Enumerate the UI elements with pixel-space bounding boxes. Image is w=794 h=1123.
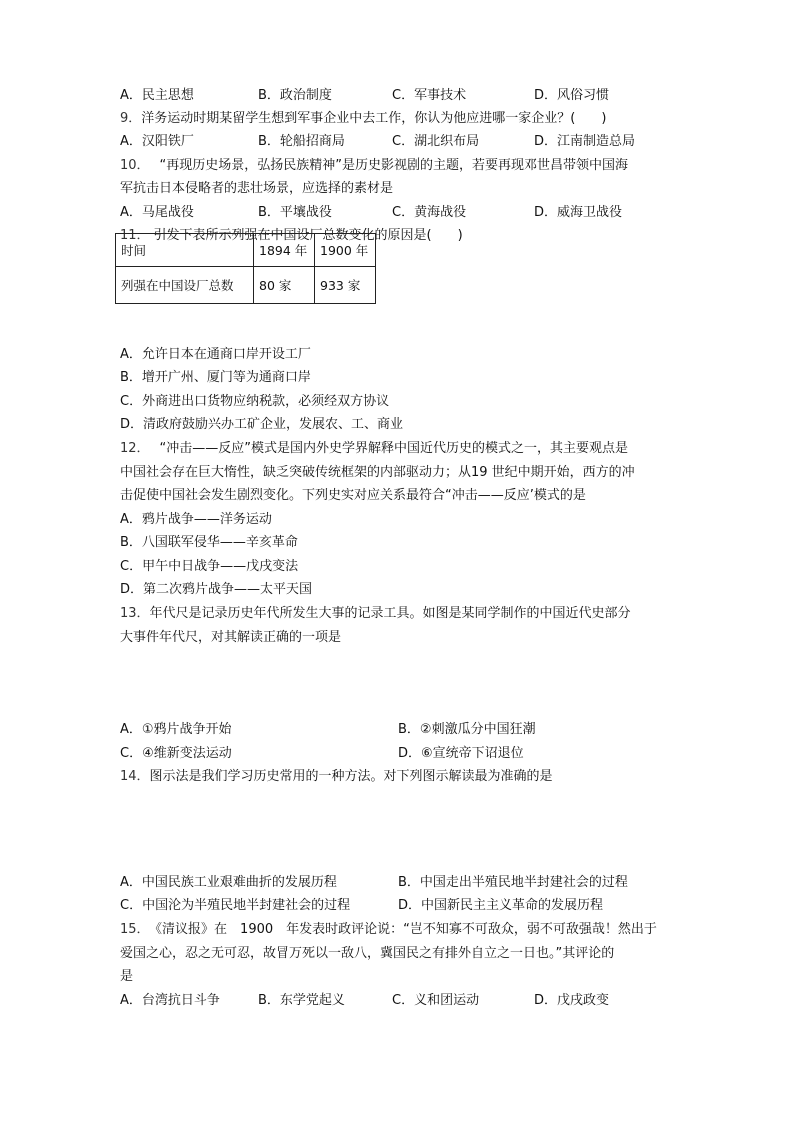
q10-option-b: B．平壤战役	[258, 205, 332, 220]
factory-count-table	[115, 233, 376, 304]
question-10-number: 10．	[120, 158, 150, 173]
table-cell: 1894 年	[254, 234, 315, 267]
q11-option-d: D．清政府鼓励兴办工矿企业，发展农、工、商业	[120, 417, 404, 432]
table-cell: 列强在中国设厂总数	[116, 267, 254, 304]
question-15-number: 15．	[120, 922, 150, 937]
question-12-text-1: “冲击——反应”模式是国内外史学界解释中国近代历史的模式之一，其主要观点是	[159, 441, 629, 456]
question-9-text: 洋务运动时期某留学生想到军事企业中去工作，你认为他应进哪一家企业？( )	[141, 111, 607, 126]
question-13-line-2: 大事件年代尺，对其解读正确的一项是	[120, 630, 342, 645]
q15-option-a: A．台湾抗日斗争	[120, 993, 220, 1008]
table-cell: 时间	[116, 234, 254, 267]
q9-option-a: A．汉阳铁厂	[120, 134, 194, 149]
q13-option-c: C．④维新变法运动	[120, 746, 232, 761]
q10-option-c: C．黄海战役	[392, 205, 467, 220]
question-15-line-2: 爱国之心，忍之无可忍，故冒万死以一敌八，冀国民之有排外自立之一日也。”其评论的	[120, 946, 615, 961]
table-cell: 1900 年	[315, 234, 376, 267]
q12-option-d: D．第二次鸦片战争——太平天国	[120, 582, 313, 597]
q14-option-a: A．中国民族工业艰难曲折的发展历程	[120, 875, 337, 890]
question-10-line-1	[120, 158, 628, 174]
question-15-text-1: 《清议报》在 1900 年发表时政评论说：“岂不知寡不可敌众，弱不可敌强哉！然出于	[155, 922, 657, 937]
q11-option-a: A．允许日本在通商口岸开设工厂	[120, 347, 311, 362]
question-13-text-1: 年代尺是记录历史年代所发生大事的记录工具。如图是某同学制作的中国近代史部分	[149, 606, 631, 621]
question-14	[120, 769, 553, 785]
table-header-row	[116, 234, 376, 267]
q13-option-d: D．⑥宣统帝下诏退位	[398, 746, 524, 761]
q11-option-b: B．增开广州、厦门等为通商口岸	[120, 370, 311, 385]
question-12-line-1	[120, 441, 628, 457]
table-cell: 80 家	[254, 267, 315, 304]
q12-option-b: B．八国联军侵华——辛亥革命	[120, 535, 298, 550]
question-13-number: 13．	[120, 606, 150, 621]
question-10-line-2: 军抗击日本侵略者的悲壮场景，应选择的素材是	[120, 181, 394, 196]
q13-option-b: B．②刺激瓜分中国狂潮	[398, 722, 536, 737]
q15-option-d: D．戊戌政变	[534, 993, 610, 1008]
table-row	[116, 267, 376, 304]
q8-option-a: A．民主思想	[120, 88, 194, 103]
question-12-number: 12．	[120, 441, 150, 456]
question-12-line-3: 击促使中国社会发生剧烈变化。下列史实对应关系最符合“冲击——反应’模式的是	[120, 488, 586, 503]
question-12-line-2: 中国社会存在巨大惰性，缺乏突破传统框架的内部驱动力；从19 世纪中期开始，西方的冲	[120, 465, 635, 480]
q14-option-d: D．中国新民主主义革命的发展历程	[398, 898, 604, 913]
question-15-line-3: 是	[120, 969, 134, 984]
q8-option-d: D．风俗习惯	[534, 88, 610, 103]
question-9	[120, 111, 606, 127]
question-9-number: 9．	[120, 111, 142, 126]
q8-option-b: B．政治制度	[258, 88, 332, 103]
q8-option-c: C．军事技术	[392, 88, 467, 103]
q15-option-b: B．东学党起义	[258, 993, 345, 1008]
q12-option-c: C．甲午中日战争——戊戌变法	[120, 559, 299, 574]
q13-option-a: A．①鸦片战争开始	[120, 722, 232, 737]
question-15-line-1	[120, 922, 657, 938]
question-13-line-1	[120, 606, 631, 622]
q14-option-c: C．中国沦为半殖民地半封建社会的过程	[120, 898, 351, 913]
question-14-text: 图示法是我们学习历史常用的一种方法。对下列图示解读最为准确的是	[149, 769, 553, 784]
table-cell: 933 家	[315, 267, 376, 304]
question-11-text: 引发下表所示列强在中国设厂总数变化的原因是( )	[153, 228, 463, 243]
q9-option-b: B．轮船招商局	[258, 134, 345, 149]
q10-option-d: D．威海卫战役	[534, 205, 623, 220]
q9-option-c: C．湖北织布局	[392, 134, 480, 149]
q9-option-d: D．江南制造总局	[534, 134, 636, 149]
q10-option-a: A．马尾战役	[120, 205, 194, 220]
question-10-text-1: “再现历史场景，弘扬民族精神”是历史影视剧的主题，若要再现邓世昌带领中国海	[159, 158, 629, 173]
q14-option-b: B．中国走出半殖民地半封建社会的过程	[398, 875, 628, 890]
q11-option-c: C．外商进出口货物应纳税款，必须经双方协议	[120, 394, 390, 409]
question-14-number: 14．	[120, 769, 150, 784]
question-11-number: 11．	[120, 228, 150, 243]
q12-option-a: A．鸦片战争——洋务运动	[120, 512, 272, 527]
q15-option-c: C．义和团运动	[392, 993, 480, 1008]
